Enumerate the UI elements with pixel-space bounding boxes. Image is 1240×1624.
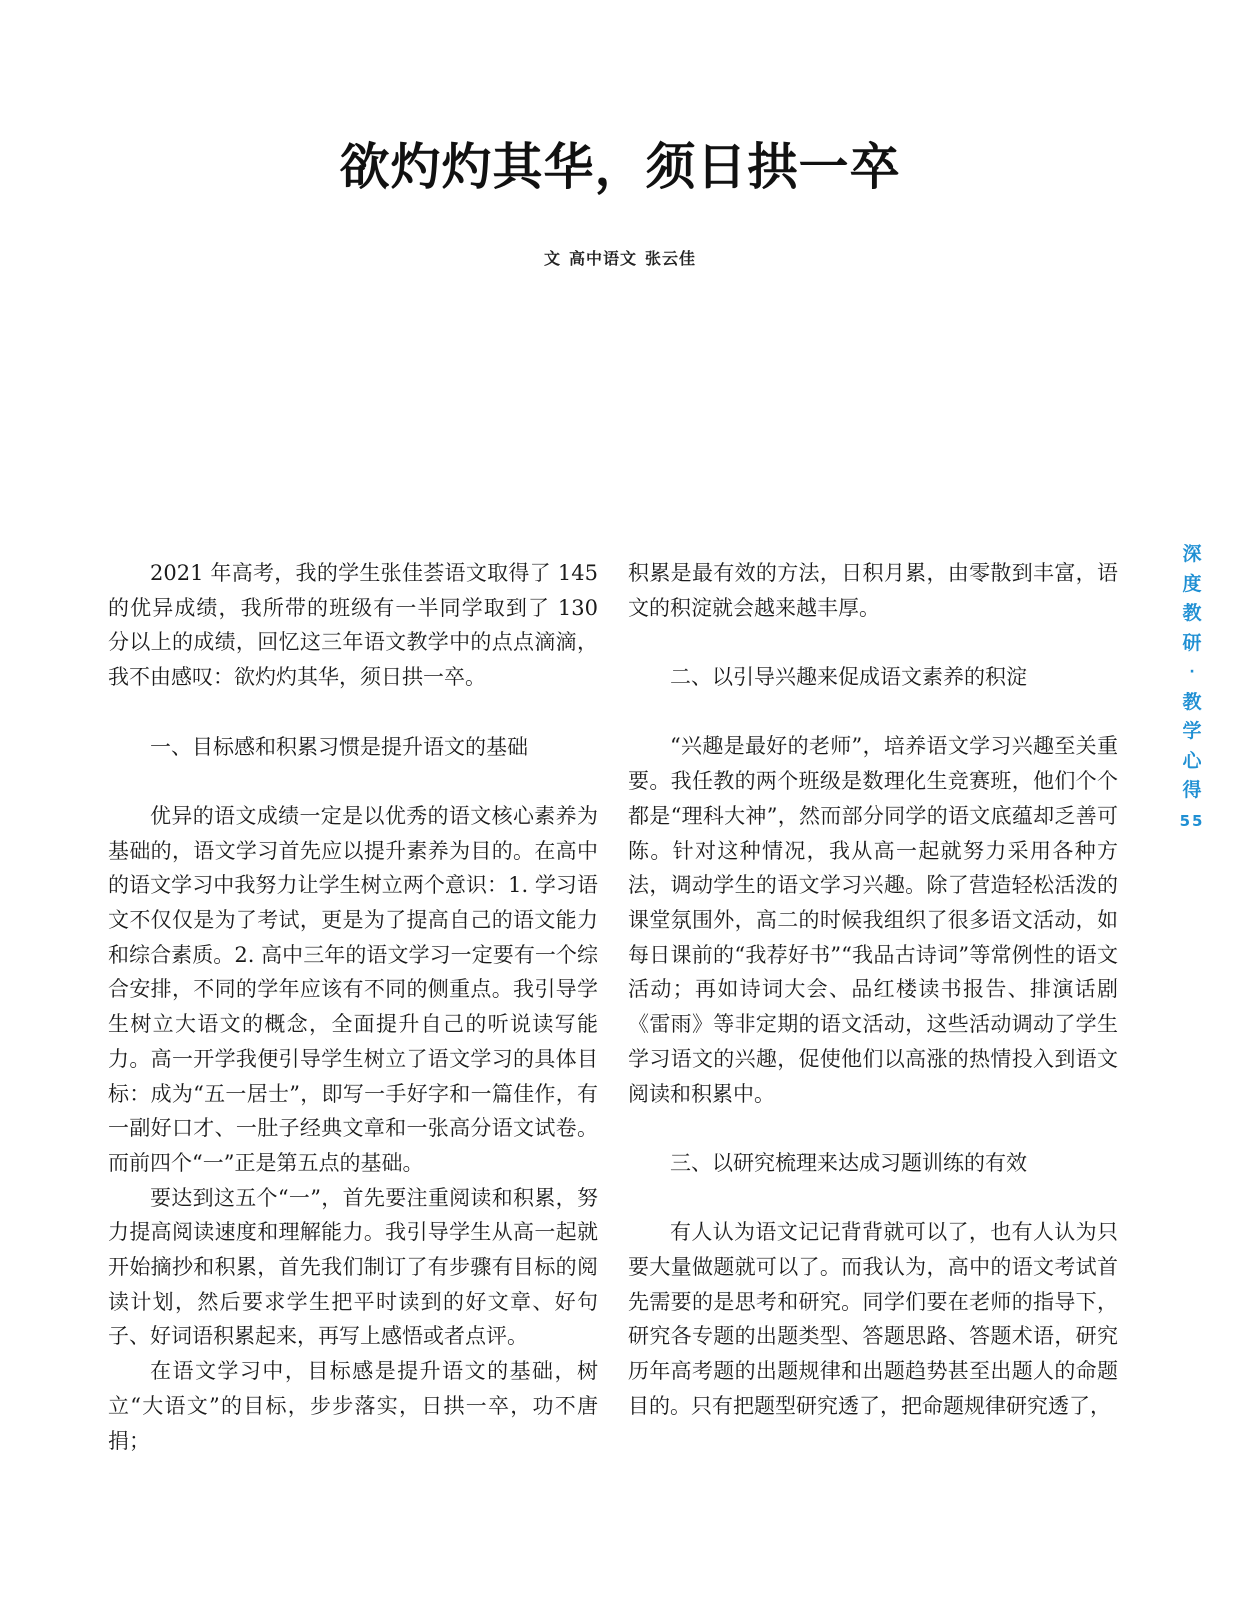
left-column (108, 556, 598, 1458)
byline-author: 张云佳 (645, 249, 697, 268)
sidebar-char: 研 (1182, 631, 1202, 654)
continued-paragraph: 积累是最有效的方法，日积月累，由零散到丰富，语文的积淀就会越来越丰厚。 (628, 561, 1118, 620)
section-sidebar (1170, 540, 1214, 830)
byline-prefix: 文 (543, 249, 561, 268)
section-heading-3: 三、以研究梳理来达成习题训练的有效 (670, 1150, 1027, 1175)
body-paragraph: 在语文学习中，目标感是提升语文的基础，树立“大语文”的目标，步步落实，日拱一卒，功不唐捐； (108, 1359, 598, 1453)
section-heading-1: 一、目标感和积累习惯是提升语文的基础 (150, 734, 528, 759)
sidebar-char: 度 (1182, 572, 1202, 595)
intro-paragraph: 2021 年高考，我的学生张佳荟语文取得了 145 的优异成绩，我所带的班级有一半同学取到了 130 分以上的成绩，回忆这三年语文教学中的点点滴滴，我不由感叹：欲灼灼其华，须日拱一卒。 (108, 561, 598, 690)
byline-department: 高中语文 (568, 249, 637, 268)
sidebar-char: 心 (1182, 749, 1202, 772)
sidebar-char: 学 (1182, 720, 1202, 742)
body-paragraph: 优异的语文成绩一定是以优秀的语文核心素养为基础的，语文学习首先应以提升素养为目的。在高中的语文学习中我努力让学生树立两个意识：1. 学习语文不仅仅是为了考试，更是为了提高自己的语文能力和综合素质。2. 高中三年的语文学习一定要有一个综合安排，不同的学年应该有不同的侧重点。我引导学生树立大语文的概念，全面提升自己的听说读写能力。高一开学我便引导学生树立了语文学习的具体目标：成为“五一居士”，即写一手好字和一篇佳作，有一副好口才、一肚子经典文章和一张高分语文试卷。而前四个“一”正是第五点的基础。 (108, 803, 598, 1175)
right-column (628, 556, 1118, 1424)
body-paragraph: 要达到这五个“一”，首先要注重阅读和积累，努力提高阅读速度和理解能力。我引导学生从高一起就开始摘抄和积累，首先我们制订了有步骤有目标的阅读计划，然后要求学生把平时读到的好文章、好句子、好词语积累起来，再写上感悟或者点评。 (108, 1185, 598, 1349)
body-paragraph: “兴趣是最好的老师”，培养语文学习兴趣至关重要。我任教的两个班级是数理化生竞赛班，他们个个都是“理科大神”，然而部分同学的语文底蕴却乏善可陈。针对这种情况，我从高一起就努力采用各种方法，调动学生的语文学习兴趣。除了营造轻松活泼的课堂氛围外，高二的时候我组织了很多语文活动，如每日课前的“我荐好书”“我品古诗词”等常例性的语文活动；再如诗词大会、品红楼读书报告、排演话剧《雷雨》等非定期的语文活动，这些活动调动了学生学习语文的兴趣，促使他们以高涨的热情投入到语文阅读和积累中。 (628, 734, 1118, 1106)
sidebar-char: 深 (1182, 543, 1202, 565)
sidebar-char: 教 (1182, 602, 1202, 624)
sidebar-char: 得 (1182, 779, 1202, 801)
page-number: 55 (1179, 811, 1205, 830)
body-paragraph: 有人认为语文记记背背就可以了，也有人认为只要大量做题就可以了。而我认为，高中的语文考试首先需要的是思考和研究。同学们要在老师的指导下，研究各专题的出题类型、答题思路、答题术语，研究历年高考题的出题规律和出题趋势甚至出题人的命题目的。只有把题型研究透了，把命题规律研究透了， (628, 1220, 1118, 1418)
section-heading-2: 二、以引导兴趣来促成语文素养的积淀 (670, 665, 1027, 690)
sidebar-separator: · (1189, 664, 1195, 680)
sidebar-char: 教 (1182, 690, 1202, 713)
article-title: 欲灼灼其华，须日拱一卒 (339, 137, 901, 196)
byline (0, 246, 1240, 269)
